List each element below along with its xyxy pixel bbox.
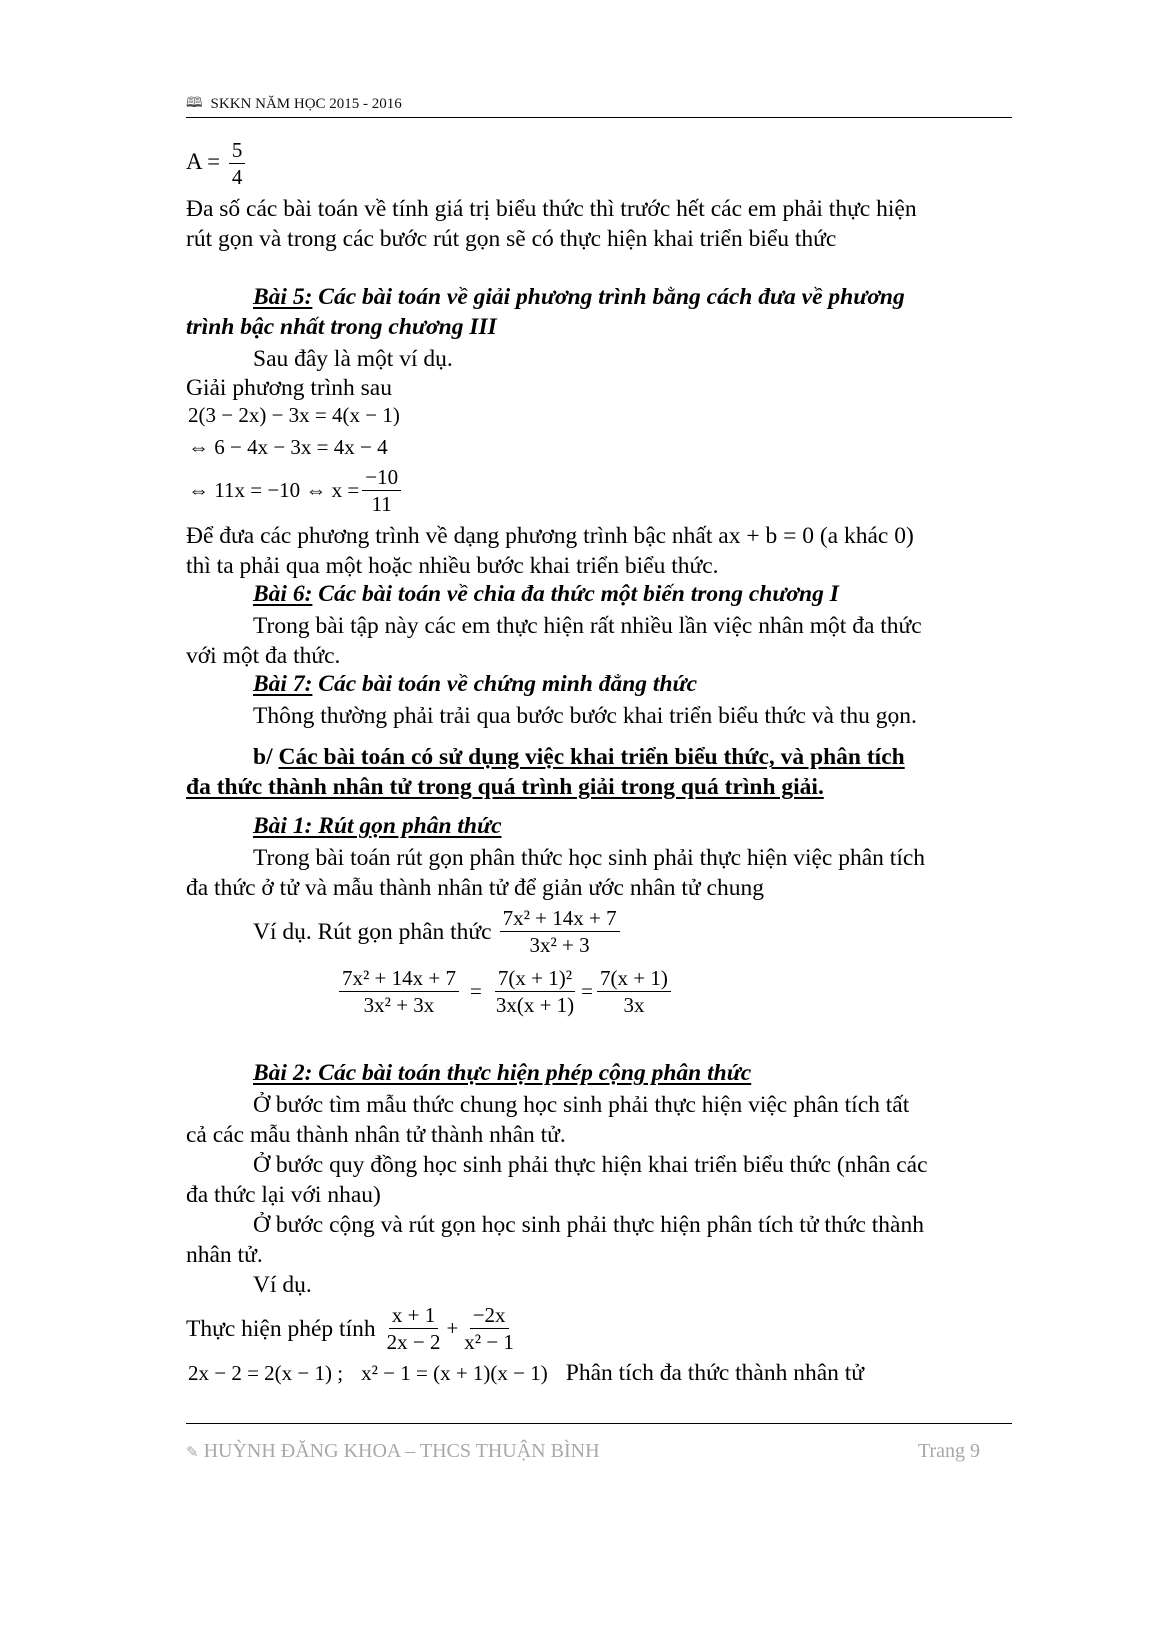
fraction-numerator: −10 xyxy=(362,465,401,491)
bai5-task: Giải phương trình sau xyxy=(186,375,392,401)
step-fraction-2 xyxy=(493,966,577,1017)
factorization-line xyxy=(188,1358,864,1388)
book-icon: 🕮 xyxy=(186,96,203,111)
footer-divider xyxy=(186,1423,1012,1424)
header-title: SKKN NĂM HỌC 2015 - 2016 xyxy=(210,95,402,112)
bai5-title-cont: trình bậc nhất trong chương III xyxy=(186,314,497,340)
pen-icon: ✎ xyxy=(186,1445,199,1461)
bai5-intro: Sau đây là một ví dụ. xyxy=(253,346,453,372)
bai5-title: Các bài toán về giải phương trình bằng cách đưa về phương xyxy=(312,284,905,310)
paragraph-line: nhân tử. xyxy=(186,1242,263,1268)
result-lhs: A = xyxy=(186,148,221,174)
equation-line: ⇔ 6 − 4x − 3x = 4x − 4 xyxy=(188,435,388,459)
fraction-numerator: x + 1 xyxy=(389,1303,438,1329)
b-bai2-task xyxy=(186,1303,520,1354)
equation-line xyxy=(188,465,404,516)
fraction-numerator: 5 xyxy=(229,138,246,164)
section-b-heading xyxy=(253,742,905,772)
paragraph-line: Ở bước cộng và rút gọn học sinh phải thực hiện phân tích tử thức thành xyxy=(253,1212,924,1238)
fraction-denominator: 3x² + 3x xyxy=(363,993,435,1018)
simplification-steps xyxy=(336,966,674,1017)
fraction-denominator: 3x xyxy=(623,993,645,1018)
step-fraction-1 xyxy=(339,966,459,1017)
paragraph-line: Ở bước quy đồng học sinh phải thực hiện khai triển biểu thức (nhân các xyxy=(253,1152,928,1178)
fraction-numerator: 7(x + 1) xyxy=(597,966,671,992)
paragraph-line: Trong bài toán rút gọn phân thức học sinh phải thực hiện việc phân tích xyxy=(253,845,926,871)
fraction-denominator: 4 xyxy=(231,165,243,190)
equation-left: ⇔ 11x = −10 ⇔ x = xyxy=(188,478,360,503)
section-b-title: Các bài toán có sử dụng việc khai triển biểu thức, và phân tích xyxy=(278,744,905,770)
bai6-title: Các bài toán về chia đa thức một biến trong chương I xyxy=(312,581,839,607)
equals-sign: = xyxy=(469,979,482,1004)
equals-sign: = xyxy=(581,979,594,1004)
bai7-label: Bài 7: xyxy=(253,671,313,697)
equation-line: 2(3 − 2x) − 3x = 4(x − 1) xyxy=(188,403,400,427)
paragraph-line: Đa số các bài toán về tính giá trị biểu thức thì trước hết các em phải thực hiện xyxy=(186,196,917,222)
plus-sign: + xyxy=(446,1316,459,1341)
paragraph-line: với một đa thức. xyxy=(186,643,341,669)
header-divider xyxy=(186,117,1012,118)
fraction-solution xyxy=(362,465,401,516)
fraction-numerator: 7x² + 14x + 7 xyxy=(500,906,620,932)
bai6-heading xyxy=(253,581,839,608)
b-bai2-heading: Bài 2: Các bài toán thực hiện phép cộng phân thức xyxy=(253,1060,752,1086)
bai7-heading xyxy=(253,671,697,698)
b-bai1-example xyxy=(253,906,623,957)
task-fraction-2 xyxy=(461,1303,517,1354)
bai5-heading xyxy=(253,284,905,311)
paragraph-line: Ở bước tìm mẫu thức chung học sinh phải thực hiện việc phân tích tất xyxy=(253,1092,910,1118)
fraction-numerator: 7x² + 14x + 7 xyxy=(339,966,459,992)
factor-note: Phân tích đa thức thành nhân tử xyxy=(565,1360,865,1386)
paragraph-line: rút gọn và trong các bước rút gọn sẽ có thực hiện khai triển biểu thức xyxy=(186,226,837,252)
footer-author: HUỲNH ĐĂNG KHOA – THCS THUẬN BÌNH xyxy=(203,1440,600,1462)
page-header xyxy=(186,92,402,116)
fraction-denominator: 3x² + 3 xyxy=(529,933,590,958)
step-fraction-3 xyxy=(597,966,671,1017)
fraction-numerator: 7(x + 1)² xyxy=(495,966,575,992)
fraction-denominator: 11 xyxy=(371,492,392,517)
bai5-label: Bài 5: xyxy=(253,284,313,310)
fraction-denominator: x² − 1 xyxy=(464,1330,514,1355)
factor-equation: x² − 1 = (x + 1)(x − 1) xyxy=(361,1361,548,1385)
paragraph-line: đa thức lại với nhau) xyxy=(186,1182,381,1208)
paragraph-line: Trong bài tập này các em thực hiện rất nhiều lần việc nhân một đa thức xyxy=(253,613,922,639)
paragraph-line: thì ta phải qua một hoặc nhiều bước khai triển biểu thức. xyxy=(186,553,719,579)
bai6-label: Bài 6: xyxy=(253,581,313,607)
result-a xyxy=(186,138,248,189)
fraction-5-4 xyxy=(229,138,246,189)
paragraph-line: Thông thường phải trải qua bước bước khai triển biểu thức và thu gọn. xyxy=(253,703,917,729)
example-label: Ví dụ. xyxy=(253,1272,312,1298)
paragraph-line: Để đưa các phương trình về dạng phương trình bậc nhất ax + b = 0 (a khác 0) xyxy=(186,523,914,549)
task-label: Thực hiện phép tính xyxy=(186,1315,376,1342)
paragraph-line: đa thức ở tử và mẫu thành nhân tử để giản ước nhân tử chung xyxy=(186,875,764,901)
factor-equation: 2x − 2 = 2(x − 1) ; xyxy=(188,1361,344,1385)
bai7-title: Các bài toán về chứng minh đẳng thức xyxy=(312,671,698,697)
page-footer xyxy=(186,1440,600,1463)
page-number: Trang 9 xyxy=(918,1440,981,1462)
section-b-prefix: b/ xyxy=(253,744,279,770)
task-fraction-1 xyxy=(384,1303,444,1354)
fraction-denominator: 3x(x + 1) xyxy=(495,993,575,1018)
fraction-denominator: 2x − 2 xyxy=(386,1330,441,1355)
fraction-numerator: −2x xyxy=(470,1303,509,1329)
paragraph-line: cả các mẫu thành nhân tử thành nhân tử. xyxy=(186,1122,566,1148)
example-fraction xyxy=(500,906,620,957)
b-bai1-heading: Bài 1: Rút gọn phân thức xyxy=(253,813,502,839)
example-label: Ví dụ. Rút gọn phân thức xyxy=(253,918,492,945)
section-b-title-cont: đa thức thành nhân tử trong quá trình giải trong quá trình giải. xyxy=(186,774,824,800)
